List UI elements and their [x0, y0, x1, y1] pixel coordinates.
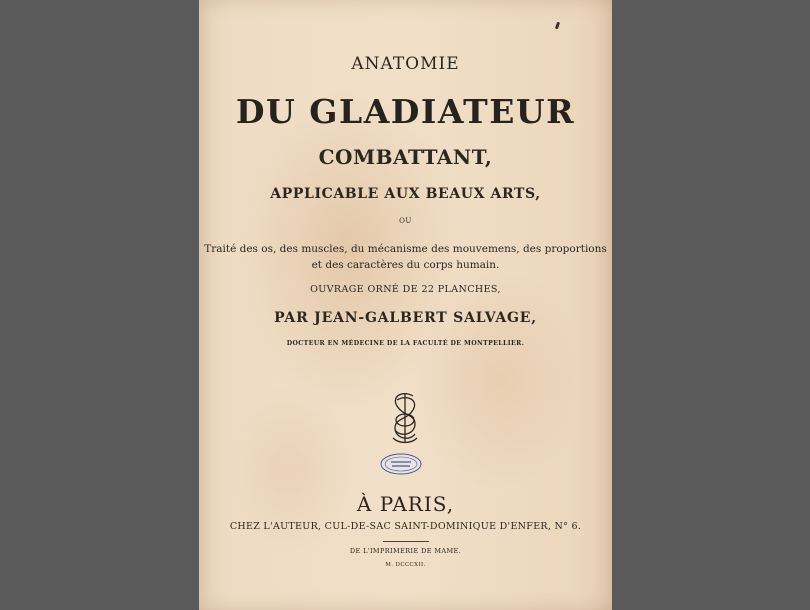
publication-year: M. DCCCXII. — [385, 562, 426, 568]
author-line: PAR JEAN-GALBERT SALVAGE, — [274, 310, 537, 326]
title-gladiateur: DU GLADIATEUR — [235, 92, 576, 131]
title-combattant: COMBATTANT, — [318, 145, 493, 169]
author-credentials: DOCTEUR EN MÉDECINE DE LA FACULTÉ DE MONTPELLIER. — [286, 340, 525, 347]
description-line-1: Traité des os, des muscles, du mécanisme des mouvemens, des proportions — [204, 243, 607, 255]
title-anatomie: ANATOMIE — [351, 54, 460, 74]
subtitle-applicable: APPLICABLE AUX BEAUX ARTS, — [270, 186, 541, 202]
ink-mark — [555, 22, 560, 30]
place-paris: À PARIS, — [356, 492, 455, 516]
monogram-ornament-icon — [385, 390, 425, 446]
publisher-address: CHEZ L'AUTEUR, CUL-DE-SAC SAINT-DOMINIQUE D'ENFER, N° 6. — [229, 521, 582, 532]
library-stamp-icon — [379, 452, 423, 476]
divider-rule — [383, 541, 429, 542]
description-line-2: et des caractères du corps humain. — [311, 259, 500, 271]
conjunction-ou: OU — [399, 217, 412, 225]
plates-note: OUVRAGE ORNÉ DE 22 PLANCHES, — [310, 284, 501, 295]
title-page — [199, 0, 612, 610]
printer-line: DE L'IMPRIMERIE DE MAME. — [349, 547, 462, 555]
